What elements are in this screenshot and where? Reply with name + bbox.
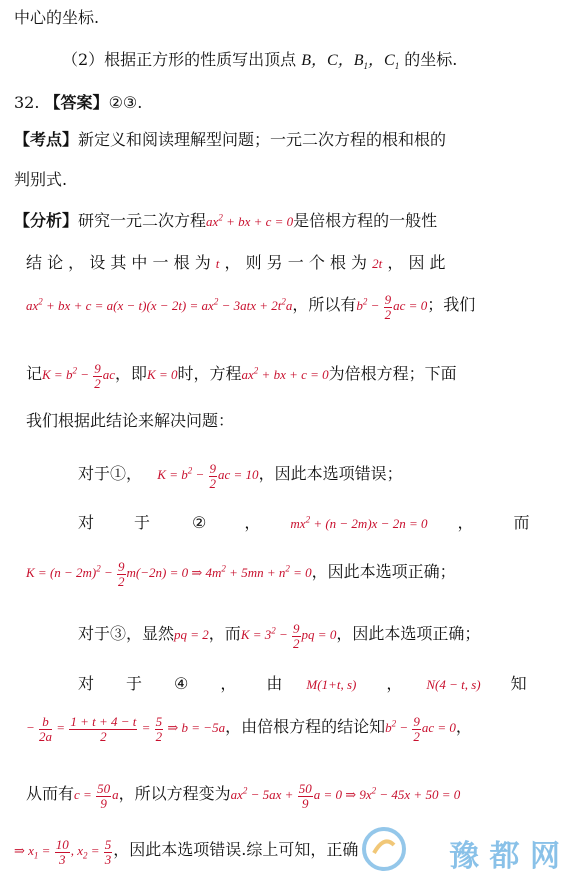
case-text: ，因此本选项正确； — [311, 562, 456, 582]
case-label: 由 — [266, 674, 283, 693]
math-expr: $ax^2$ + bx + c = 0 — [206, 212, 294, 229]
math-expr: $b^2$ − $\frac{9}{2}$ ac = 0 — [356, 292, 428, 322]
kaodian-text: 判别式. — [14, 170, 68, 189]
math-expr: $ax^2 - 5ax$ + $\frac{50}{9}$ a = 0 ⇒ $9x^2 - 45x + 50 = 0$ — [230, 781, 461, 811]
fenxi-text: ；我们 — [427, 295, 476, 315]
fenxi-text: 结 论 ， 设 其 中 一 根 为 — [26, 253, 211, 272]
vertex-sub: 1 — [394, 61, 400, 72]
math-expr: $mx^2 + (n - 2m)x - 2n = 0$ — [290, 514, 428, 531]
math-expr: $K = b^2$ − $\frac{9}{2}$ ac — [42, 361, 116, 391]
watermark-logo-icon — [360, 825, 408, 873]
answer-tag: 【答案】 — [44, 93, 109, 112]
case-label: 对 — [78, 513, 95, 532]
math-expr: M(1+t, s) — [306, 677, 357, 692]
case-text: ，而 — [208, 624, 241, 644]
math-expr: N(4 − t, s) — [426, 677, 481, 692]
question-number: 32. — [14, 93, 40, 112]
text-line — [14, 10, 99, 26]
case-text: 从而有 — [26, 784, 75, 804]
part2-text: （2）根据正方形的性质写出顶点 — [62, 50, 297, 69]
kaodian-tag: 【考点】 — [14, 130, 79, 149]
case-label: 于 — [126, 674, 143, 693]
vertex-sub: 1 — [363, 61, 369, 72]
case2-line — [78, 515, 558, 531]
math-expr: pq = 2 — [174, 627, 209, 643]
answer-value: ②③. — [108, 93, 143, 112]
fenxi-text: ， 因 此 — [387, 253, 446, 272]
fenxi-line — [26, 362, 457, 390]
case-label: 知 — [510, 674, 527, 693]
case-text: ，由倍根方程的结论知 — [225, 717, 386, 737]
math-expr: $K = b^2$ − $\frac{9}{2}$ ac = 10 — [157, 461, 259, 491]
case-label: ② — [192, 513, 207, 532]
watermark-text: 豫 都 网 — [449, 839, 560, 874]
kaodian-text: 新定义和阅读理解型问题；一元二次方程的根和根的 — [78, 130, 447, 149]
math-expr: $b^2$ − $\frac{9}{2}$ ac = 0 — [385, 714, 456, 744]
fenxi-text: ， 则 另 一 个 根 为 — [224, 253, 368, 272]
case-text: ， — [455, 717, 472, 737]
fenxi-text: 记 — [26, 364, 43, 384]
math-expr: − $\frac{b}{2a}$ = $\frac{1 + t + 4 - t}{2}$ = $\frac{5}{2}$ ⇒ b = −5a — [26, 714, 226, 744]
vertex-text: B，C，B — [301, 52, 364, 69]
case1-line — [78, 462, 403, 490]
math-expr: $K = 3^2$ − $\frac{9}{2}$ pq = 0 — [240, 621, 337, 651]
case-label: 对 — [78, 674, 95, 693]
math-expr: K = 0 — [147, 367, 178, 383]
math-expr: t — [215, 256, 220, 271]
case-label: ， — [457, 513, 474, 532]
fenxi-text: 时，方程 — [177, 364, 242, 384]
math-expr: $ax^2$ + bx + c = 0 — [241, 365, 329, 383]
case-label: ， — [220, 674, 237, 693]
fenxi-line — [14, 213, 437, 229]
case4-line — [26, 782, 460, 810]
text-line — [62, 50, 458, 72]
case-label: ， — [386, 674, 403, 693]
case-label: 而 — [513, 513, 530, 532]
case-label: ④ — [174, 674, 189, 693]
fenxi-text: ，即 — [115, 364, 148, 384]
fenxi-tag: 【分析】 — [14, 211, 79, 230]
fenxi-text: 为倍根方程；下面 — [328, 364, 457, 384]
case-label: ， — [244, 513, 261, 532]
math-expr: $ax^2$ + bx + $c = a(x - t)(x - 2t) = ax^2 - 3atx + 2t^2a$ — [26, 296, 293, 314]
vertex-text: ，C — [368, 52, 395, 69]
fenxi-text: 研究一元二次方程 — [78, 211, 207, 230]
fenxi-text: 我们根据此结论来解决问题： — [26, 411, 235, 430]
case-text: ，因此本选项正确； — [336, 624, 481, 644]
fenxi-line — [26, 413, 234, 429]
math-expr: $K = (n - 2m)^2$ − $\frac{9}{2}$ m(−2n) = 0 ⇒ $4m^2 + 5mn + n^2 = 0$ — [26, 559, 312, 589]
vertex-list — [301, 52, 400, 72]
line1-text: 中心的坐标. — [14, 8, 100, 27]
case-text: ，所以方程变为 — [118, 784, 231, 804]
case4-line — [78, 676, 558, 692]
part2-suffix: 的坐标. — [404, 50, 458, 69]
fenxi-line — [26, 293, 475, 321]
case-text: ，因此本选项错误； — [258, 464, 403, 484]
fenxi-line — [26, 255, 446, 271]
math-expr: c = $\frac{50}{9}$ a — [74, 781, 119, 811]
case-label: 于 — [134, 513, 151, 532]
kaodian-line — [14, 132, 446, 148]
answer-line — [14, 95, 142, 111]
case-text: ，因此本选项错误.综上可知，正确 — [113, 840, 359, 860]
kaodian-line — [14, 172, 67, 188]
math-expr: 2t — [372, 256, 383, 271]
fenxi-text: 是倍根方程的一般性 — [293, 211, 438, 230]
fenxi-text: ，所以有 — [292, 295, 357, 315]
math-expr: ⇒ $x_1$ = $\frac{10}{3}$ , $x_2$ = $\frac{5}{3}$ — [14, 837, 112, 867]
case-label: 对于①， — [78, 464, 143, 484]
case2-line — [26, 560, 456, 588]
case-label: 对于③，显然 — [78, 624, 175, 644]
case4-line — [26, 715, 472, 743]
case3-line — [78, 622, 480, 650]
case4-line — [14, 838, 358, 866]
